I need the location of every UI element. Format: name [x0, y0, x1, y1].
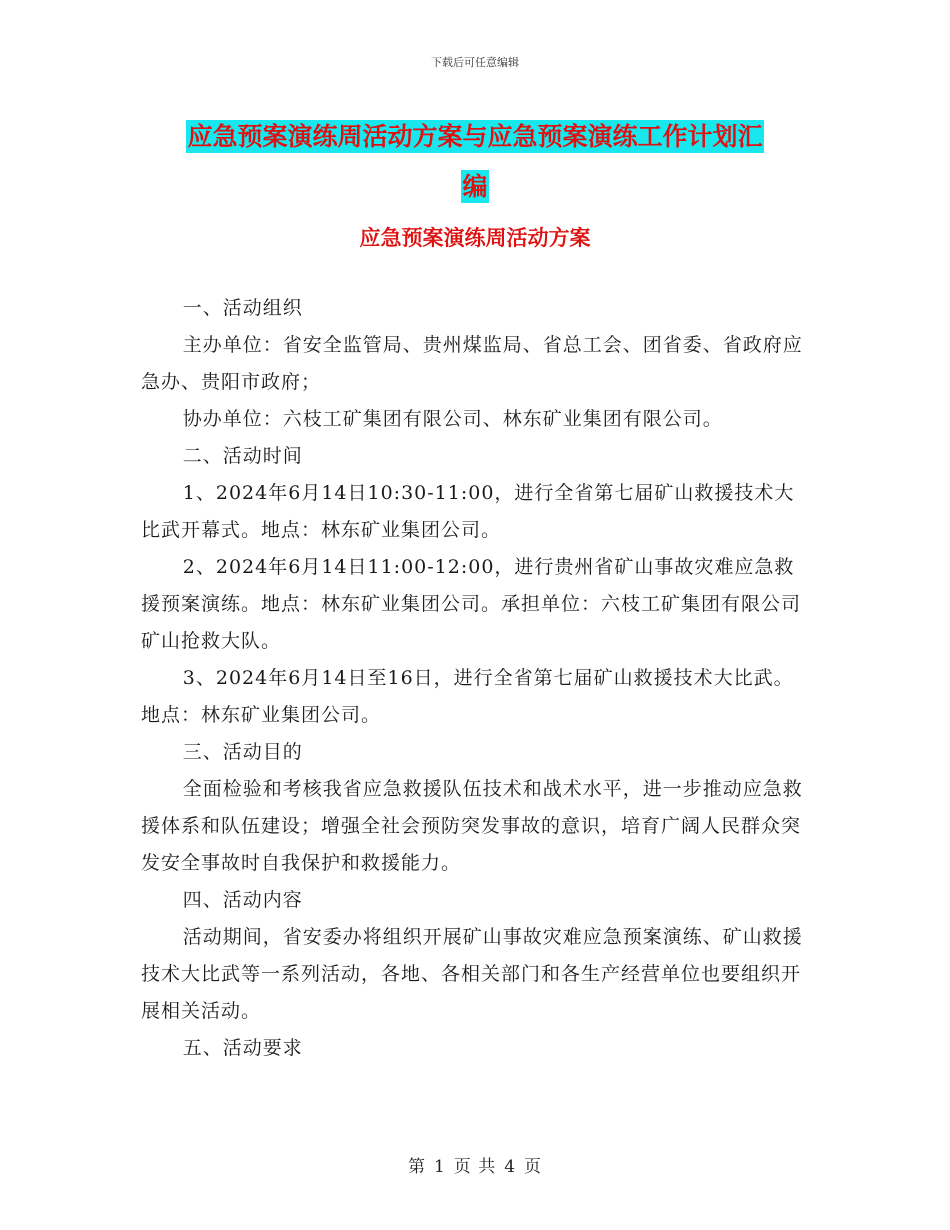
heading-activity-content: 四、活动内容 — [182, 889, 303, 911]
heading-activity-purpose: 三、活动目的 — [182, 741, 303, 763]
page-footer — [0, 1152, 950, 1177]
page-prefix: 第 — [407, 1157, 426, 1177]
paragraph-time-item-2: 2、2024年6月14日11:00-12:00，进行贵州省矿山事故灾难应急救援预案演练。地点：林东矿业集团公司。承担单位：六枝工矿集团有限公司矿山抢救大队。 — [141, 556, 802, 652]
section-title: 应急预案演练周活动方案 — [359, 226, 591, 250]
paragraph-time-item-3: 3、2024年6月14日至16日，进行全省第七届矿山救援技术大比武。地点：林东矿业集团公司。 — [141, 667, 794, 726]
header-note: 下载后可任意编辑 — [431, 56, 519, 69]
page-mid: 页 共 — [453, 1157, 497, 1177]
document-title-line2: 编 — [462, 172, 488, 201]
page-suffix: 页 — [524, 1157, 543, 1177]
page-total: 4 — [504, 1157, 517, 1177]
page-current: 1 — [433, 1157, 446, 1177]
paragraph-purpose: 全面检验和考核我省应急救援队伍技术和战术水平，进一步推动应急救援体系和队伍建设；增强全社会预防突发事故的意识，培育广阔人民群众突发安全事故时自我保护和救援能力。 — [141, 778, 803, 874]
heading-activity-requirements: 五、活动要求 — [182, 1037, 303, 1059]
heading-activity-organization: 一、活动组织 — [182, 297, 303, 319]
paragraph-co-organizers: 协办单位：六枝工矿集团有限公司、林东矿业集团有限公司。 — [182, 408, 723, 430]
paragraph-content: 活动期间，省安委办将组织开展矿山事故灾难应急预案演练、矿山救援技术大比武等一系列活动，各地、各相关部门和各生产经营单位也要组织开展相关活动。 — [141, 926, 803, 1022]
document-body — [141, 290, 811, 1067]
paragraph-organizers: 主办单位：省安全监管局、贵州煤监局、省总工会、团省委、省政府应急办、贵阳市政府； — [141, 334, 803, 393]
heading-activity-time: 二、活动时间 — [182, 445, 303, 467]
document-title-line1: 应急预案演练周活动方案与应急预案演练工作计划汇 — [187, 122, 763, 151]
document-title — [140, 112, 810, 212]
paragraph-time-item-1: 1、2024年6月14日10:30-11:00，进行全省第七届矿山救援技术大比武开幕式。地点：林东矿业集团公司。 — [141, 482, 795, 541]
